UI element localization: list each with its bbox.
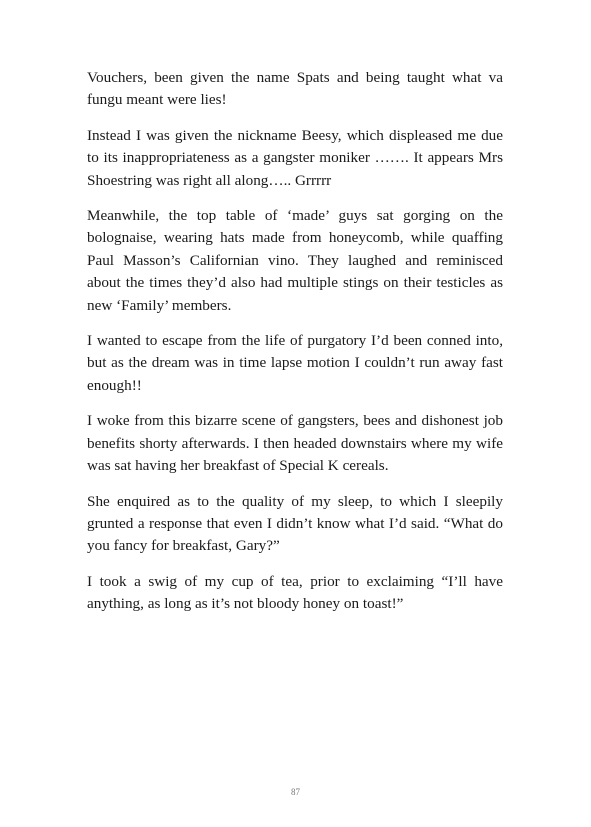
paragraph: She enquired as to the quality of my sleep, to which I sleepily grunted a response that even I didn’t know what I’d said. “What do you fancy for breakfast, Gary?” [87, 492, 503, 555]
paragraph: Instead I was given the nickname Beesy, which displeased me due to its inappropriateness as a gangster moniker ……. It appears Mrs Shoestring was right all along….. Grrrrr [87, 126, 503, 189]
page-number: 87 [291, 787, 300, 797]
paragraph: I took a swig of my cup of tea, prior to exclaiming “I’ll have anything, as long as it’s not bloody honey on toast!” [87, 572, 503, 613]
paragraph: I wanted to escape from the life of purgatory I’d been conned into, but as the dream was in time lapse motion I couldn’t run away fast enough!! [87, 332, 503, 394]
paragraph: I woke from this bizarre scene of gangsters, bees and dishonest job benefits shorty afterwards. I then headed downstairs where my wife was sat having her breakfast of Special K cereals. [87, 412, 503, 475]
paragraph: Vouchers, been given the name Spats and being taught what va fungu meant were lies! [87, 69, 503, 109]
paragraph: Meanwhile, the top table of ‘made’ guys sat gorging on the bolognaise, wearing hats made from honeycomb, while quaffing Paul Masson’s Californian vino. They laughed and reminisced about the times they’d also had multiple stings on their testicles as new ‘Family’ members. [87, 207, 503, 314]
page-body [87, 67, 503, 629]
